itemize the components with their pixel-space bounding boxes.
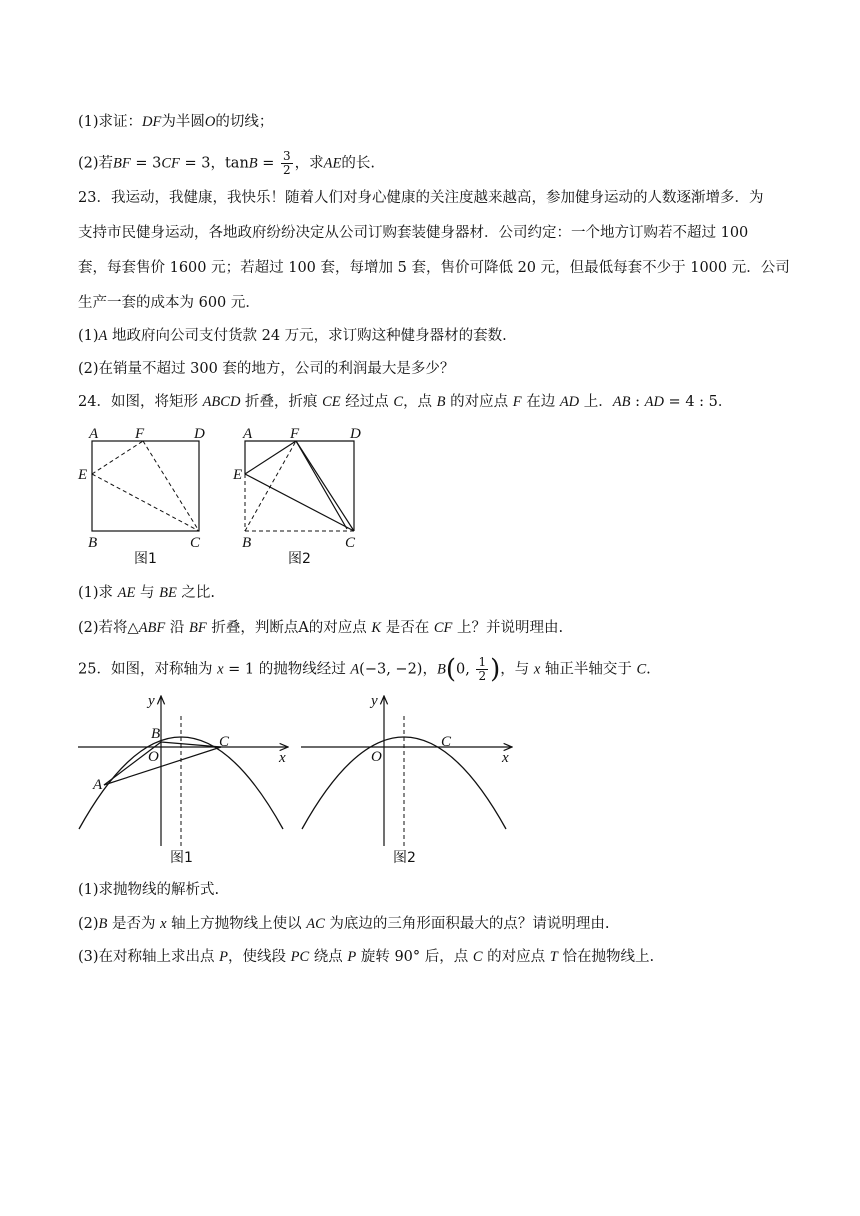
fraction-1-over-2: $\frac{1}{2}$ <box>478 655 487 683</box>
label-E: E <box>78 467 88 483</box>
label-A: A <box>93 777 103 793</box>
q25-stem: 25．如图，对称轴为 x = 1 的抛物线经过 A(−3, −2)，B(0, $\frac{1}{2}$ )，与 x 轴正半轴交于 C. <box>78 654 651 685</box>
caption-fig2: 图2 <box>288 551 311 567</box>
q24-part1: (1)求 AE 与 BE 之比. <box>78 585 216 601</box>
label-C: C <box>345 535 356 551</box>
q23-stem-line1: 23．我运动，我健康，我快乐！随着人们对身心健康的关注度越来越高，参加健身运动的人数逐渐增多．为 <box>78 190 764 206</box>
label-D: D <box>194 426 205 442</box>
q25-part2: (2)B 是否为 x 轴上方抛物线上使以 AC 为底边的三角形面积最大的点？请说明理由. <box>78 916 610 932</box>
label-B: B <box>242 535 252 551</box>
label-x: x <box>502 750 509 766</box>
label-C: C <box>441 734 452 750</box>
q23-stem-line4: 生产一套的成本为 600 元． <box>78 295 260 311</box>
q24-part2: (2)若将△ABF 沿 BF 折叠，判断点A的对应点 K 是否在 CF 上？并说明理由. <box>78 620 564 636</box>
label-y: y <box>148 693 155 709</box>
q23-stem-line2: 支持市民健身运动，各地政府纷纷决定从公司订购套装健身器材．公司约定：一个地方订购若不超过 100 <box>78 225 749 241</box>
label-O: O <box>148 749 159 765</box>
label-C: C <box>190 535 201 551</box>
label-F: F <box>290 426 300 442</box>
label-E: E <box>233 467 243 483</box>
fraction-3-over-2: $\frac{3}{2}$ <box>283 149 291 177</box>
caption-fig1: 图1 <box>134 551 157 567</box>
q22-part1: (1)求证：DF为半圆O的切线； <box>78 114 274 130</box>
label-y: y <box>371 693 378 709</box>
caption-fig2: 图2 <box>393 850 416 866</box>
q25-part3: (3)在对称轴上求出点 P，使线段 PC 绕点 P 旋转 90° 后，点 C 的对应点 T 恰在抛物线上. <box>78 949 655 965</box>
label-A: A <box>243 426 253 442</box>
q23-part1: (1)A 地政府向公司支付货款 24 万元，求订购这种健身器材的套数. <box>78 328 507 344</box>
label-D: D <box>350 426 361 442</box>
label-O: O <box>371 749 382 765</box>
label-C: C <box>219 734 230 750</box>
label-x: x <box>279 750 286 766</box>
q23-stem-line3: 套，每套售价 1600 元；若超过 100 套，每增加 5 套，售价可降低 20 元，但最低每套不少于 1000 元．公司 <box>78 260 790 276</box>
q23-part2: (2)在销量不超过 300 套的地方，公司的利润最大是多少？ <box>78 361 455 377</box>
label-A: A <box>89 426 99 442</box>
q24-stem: 24．如图，将矩形 ABCD 折叠，折痕 CE 经过点 C，点 B 的对应点 F 在边 AD 上．AB : AD = 4 : 5． <box>78 394 733 410</box>
label-F: F <box>135 426 145 442</box>
label-B: B <box>151 726 161 742</box>
q22-part2: (2)若BF = 3CF = 3，tanB = $\frac{3}{2}$ ，求AE的长. <box>78 149 375 177</box>
label-B: B <box>88 535 98 551</box>
caption-fig1: 图1 <box>170 850 193 866</box>
q25-part1: (1)求抛物线的解析式. <box>78 882 220 898</box>
